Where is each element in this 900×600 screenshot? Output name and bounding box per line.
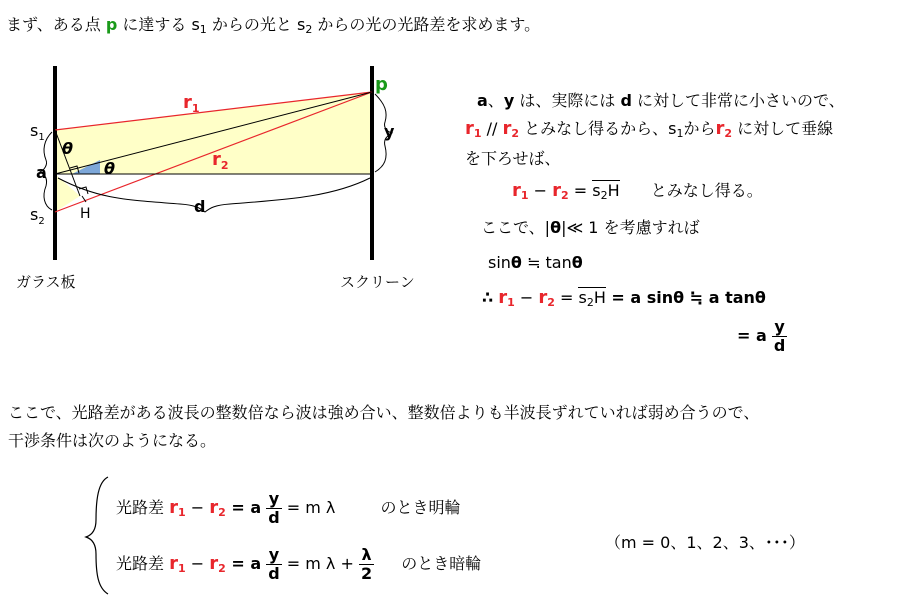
parallel: // bbox=[481, 119, 503, 138]
fraction-y-over-d bbox=[266, 546, 281, 583]
condition-bright bbox=[116, 490, 460, 527]
explain-line-3: を下ろせば、 bbox=[465, 149, 561, 168]
sub: 2 bbox=[511, 127, 520, 140]
text: とみなし得るから、 bbox=[519, 119, 669, 138]
numerator: y bbox=[266, 546, 281, 565]
label-r1: $r_1$ bbox=[183, 92, 200, 115]
screen-label: スクリーン bbox=[340, 273, 415, 291]
var-r2: r bbox=[209, 553, 219, 574]
label-r2: $r_2$ bbox=[212, 149, 229, 172]
paragraph-line-2: 干渉条件は次のようになる。 bbox=[8, 431, 217, 450]
label-a: a bbox=[36, 163, 47, 182]
equation-path-difference bbox=[512, 178, 763, 202]
label-theta-2: θ bbox=[104, 159, 115, 178]
condition-line bbox=[481, 215, 700, 238]
glass-label: ガラス板 bbox=[16, 273, 76, 291]
var-r2: r bbox=[715, 118, 725, 139]
var-r1: r bbox=[169, 553, 178, 574]
s1-subscript: 1 bbox=[199, 23, 207, 36]
var-r2: r bbox=[538, 287, 548, 308]
var-r1: r bbox=[169, 497, 178, 518]
label-y: y bbox=[384, 122, 395, 141]
var-s1: s bbox=[668, 119, 677, 138]
segment-s2H bbox=[592, 180, 619, 200]
numerator: y bbox=[772, 318, 787, 337]
text: 光路差 bbox=[116, 498, 170, 517]
op: − bbox=[185, 498, 210, 517]
text: = m λ + bbox=[281, 554, 359, 573]
sub: 2 bbox=[218, 506, 226, 519]
var-H: H bbox=[607, 181, 620, 200]
var-y: y bbox=[503, 91, 515, 110]
m-values: （m = 0、1、2、3、･･･） bbox=[605, 533, 805, 552]
approx-line bbox=[488, 253, 583, 272]
label-H: H bbox=[80, 206, 91, 222]
text: に対して垂線 bbox=[732, 119, 834, 138]
text: 光路差 bbox=[116, 554, 170, 573]
sub: 1 bbox=[520, 189, 529, 202]
sub: 2 bbox=[218, 562, 226, 575]
header-text-b: に達する bbox=[117, 15, 192, 34]
s2-label: s bbox=[296, 15, 306, 34]
denominator: 2 bbox=[360, 564, 373, 583]
sub: 2 bbox=[724, 127, 733, 140]
text: ここで、| bbox=[481, 218, 551, 237]
label-p: p bbox=[375, 74, 388, 95]
op: − bbox=[514, 288, 539, 307]
text: |≪ 1 を考慮すれば bbox=[561, 218, 700, 237]
text: = a bbox=[225, 554, 262, 573]
text: = a bbox=[225, 498, 262, 517]
var-theta: θ bbox=[510, 253, 522, 272]
header-text-c: からの光と bbox=[206, 15, 297, 34]
therefore: ∴ bbox=[482, 288, 494, 307]
header-text-a: まず、ある点 bbox=[6, 15, 106, 34]
numerator: y bbox=[266, 490, 281, 509]
var-r1: r bbox=[512, 180, 521, 201]
op: = bbox=[554, 288, 579, 307]
result-line bbox=[482, 287, 766, 309]
label-theta-1: θ bbox=[62, 139, 73, 158]
sub: 2 bbox=[586, 296, 594, 309]
text: のとき暗輪 bbox=[401, 554, 482, 573]
op: = bbox=[568, 181, 593, 200]
text: = a sin bbox=[605, 288, 674, 307]
fraction-y-over-d bbox=[772, 318, 787, 355]
var-r1: r bbox=[465, 118, 474, 139]
text: sin bbox=[488, 253, 511, 272]
d-brace bbox=[58, 178, 370, 212]
var-H: H bbox=[593, 288, 606, 307]
sub: 2 bbox=[561, 189, 569, 202]
label-s2: $s_2$ bbox=[30, 205, 45, 227]
fraction-lambda-over-2 bbox=[359, 546, 374, 583]
op: − bbox=[528, 181, 553, 200]
text: = a bbox=[737, 326, 767, 345]
text: ≒ a tan bbox=[684, 288, 755, 307]
sub: 1 bbox=[507, 296, 515, 309]
text: とみなし得る。 bbox=[650, 181, 763, 200]
fraction-y-over-d bbox=[266, 490, 281, 527]
var-theta: θ bbox=[550, 218, 562, 237]
text: ≒ tan bbox=[521, 253, 572, 272]
sub: 1 bbox=[177, 506, 186, 519]
text: に対して非常に小さいので、 bbox=[631, 91, 845, 110]
text: から bbox=[683, 119, 716, 138]
point-p-label: p bbox=[105, 15, 118, 34]
triangle-fill-lower bbox=[55, 174, 80, 212]
sub: 1 bbox=[177, 562, 186, 575]
header-text-d: からの光の光路差を求めます。 bbox=[312, 15, 541, 34]
var-r1: r bbox=[498, 287, 508, 308]
var-theta: θ bbox=[673, 288, 685, 307]
label-d: d bbox=[194, 197, 206, 216]
paragraph-line-1: ここで、光路差がある波長の整数倍なら波は強め合い、整数倍よりも半波長ずれていれば弱め合うので、 bbox=[8, 403, 760, 422]
condition-dark bbox=[116, 546, 481, 583]
var-r2: r bbox=[209, 497, 219, 518]
denominator: d bbox=[268, 508, 280, 527]
label-s1: $s_1$ bbox=[30, 121, 45, 143]
numerator: λ bbox=[359, 546, 374, 565]
text: = m λ bbox=[281, 498, 336, 517]
var-a: a bbox=[477, 91, 488, 110]
explain-line-2 bbox=[465, 116, 833, 140]
comma: 、 bbox=[487, 91, 504, 110]
s1-label: s bbox=[191, 15, 200, 34]
op: − bbox=[185, 554, 210, 573]
var-d: d bbox=[620, 91, 632, 110]
sub: 1 bbox=[473, 127, 482, 140]
conditions-brace bbox=[86, 477, 108, 594]
explain-line-1 bbox=[477, 88, 845, 111]
var-theta: θ bbox=[754, 288, 766, 307]
var-theta: θ bbox=[571, 253, 583, 272]
var-r2: r bbox=[552, 180, 562, 201]
text: のとき明輪 bbox=[380, 498, 461, 517]
segment-s2H bbox=[578, 287, 605, 307]
denominator: d bbox=[268, 564, 280, 583]
sub: 1 bbox=[676, 127, 684, 140]
var-s: s bbox=[578, 288, 587, 307]
denominator: d bbox=[773, 336, 786, 355]
var-s: s bbox=[592, 181, 601, 200]
sub: 2 bbox=[547, 296, 555, 309]
sub: 2 bbox=[600, 189, 608, 202]
var-r2: r bbox=[502, 118, 512, 139]
result-line-2 bbox=[737, 318, 787, 355]
text: は、実際には bbox=[514, 91, 621, 110]
s2-subscript: 2 bbox=[305, 23, 313, 36]
